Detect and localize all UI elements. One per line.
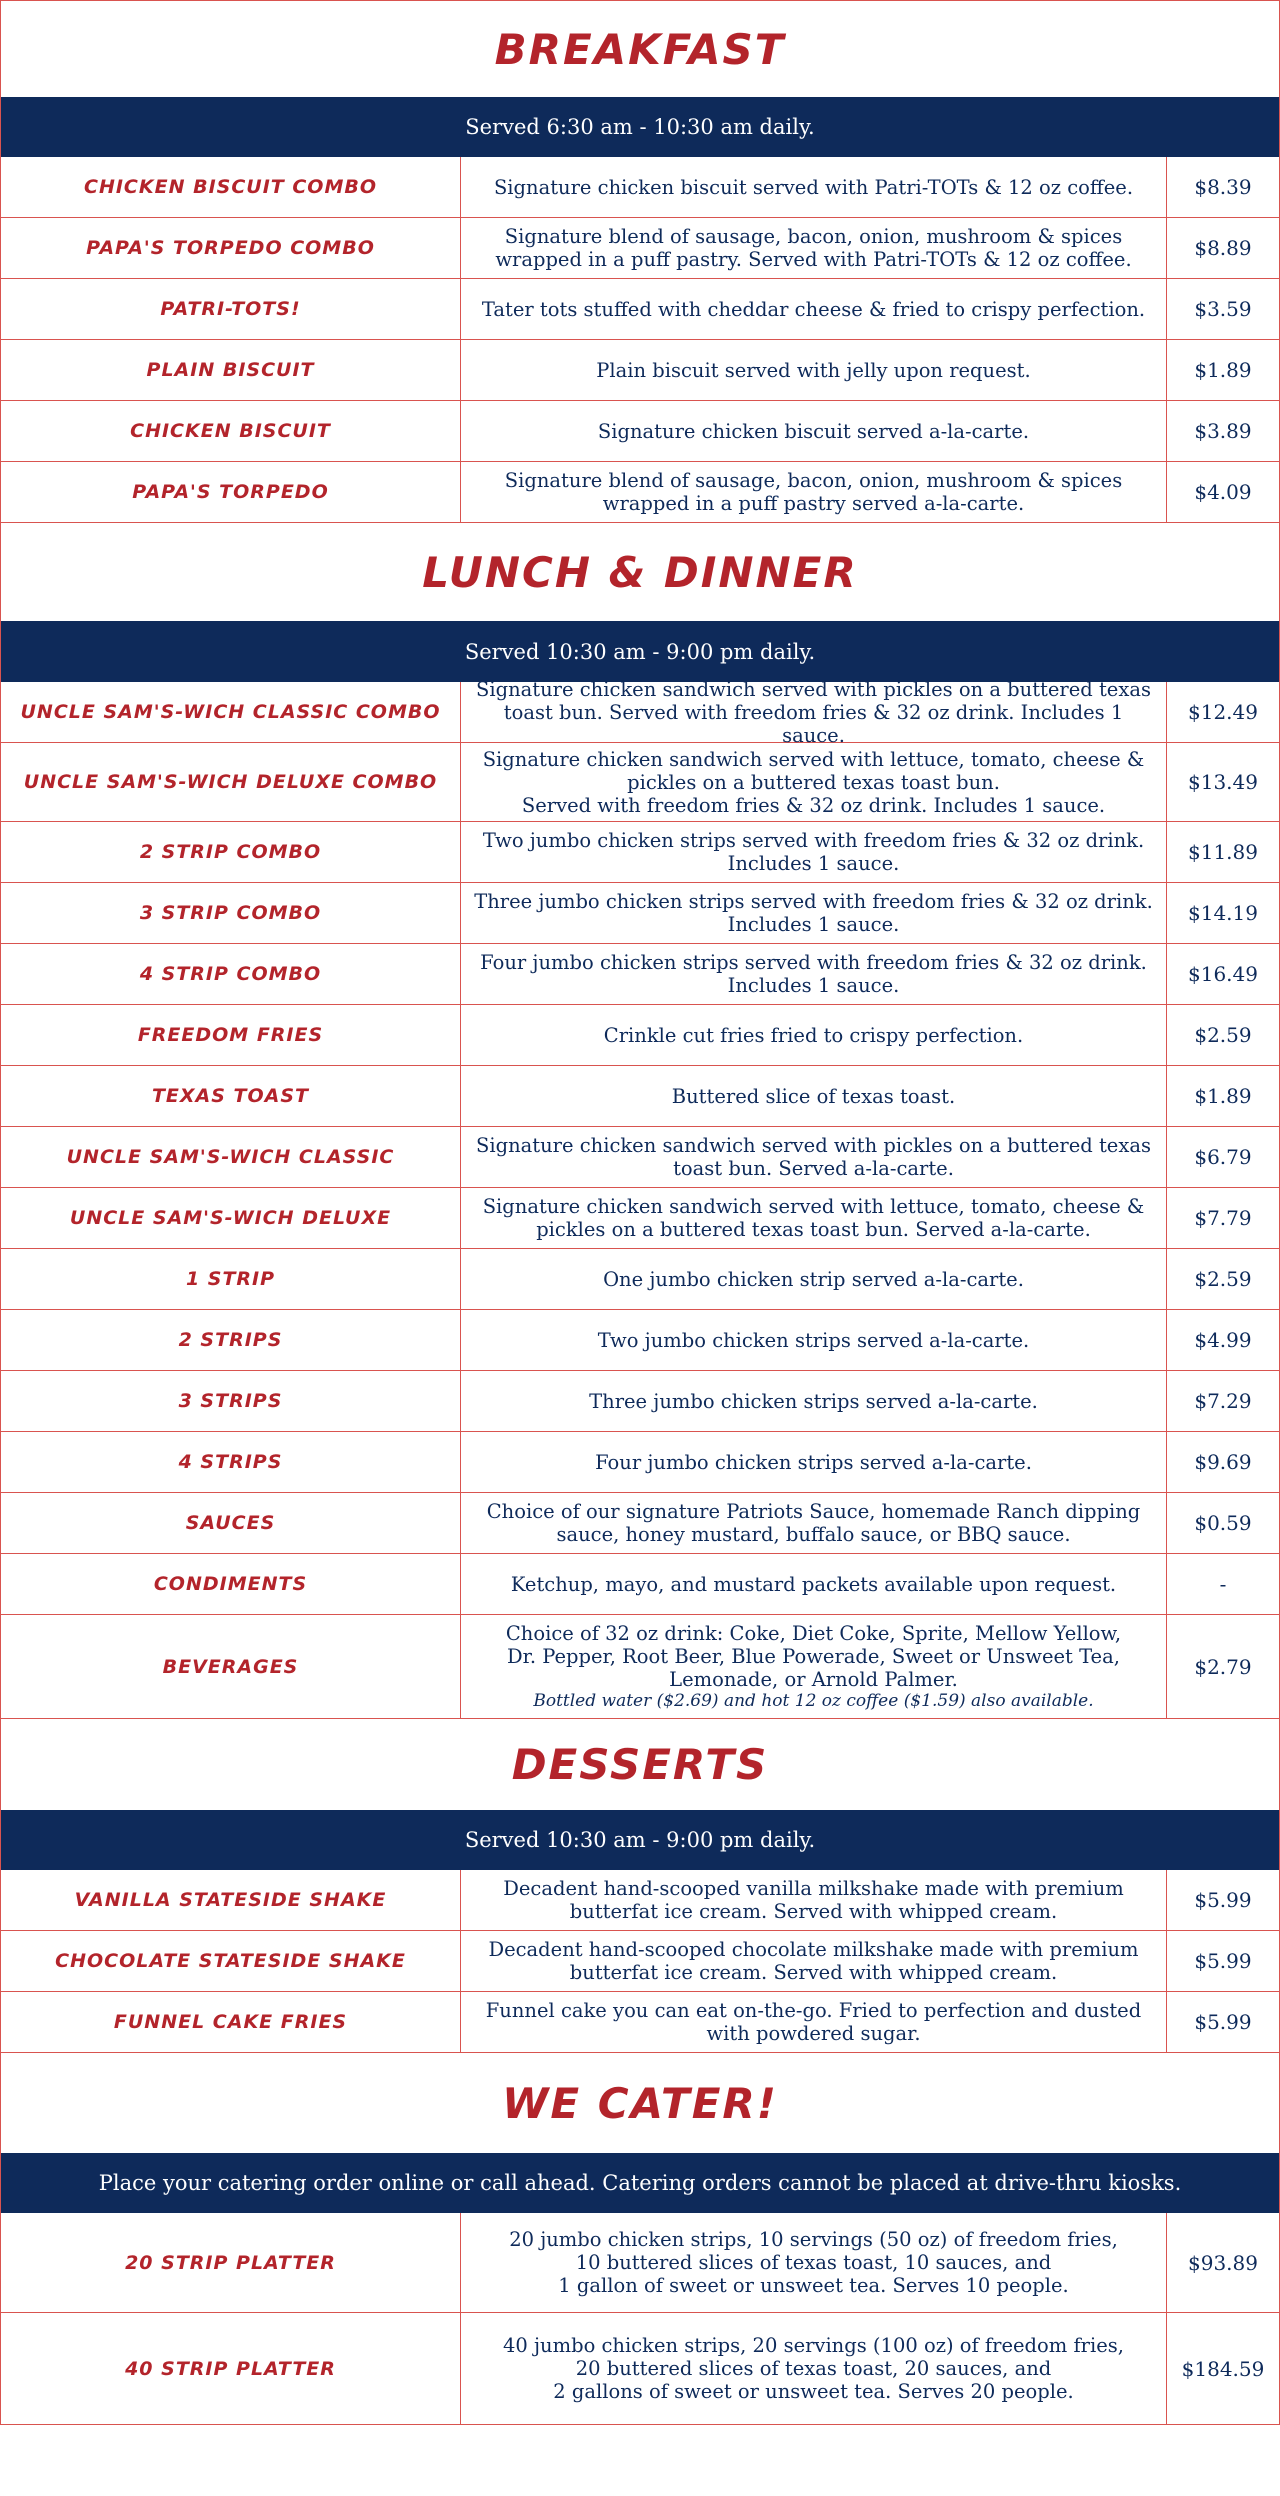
- menu-row: [1, 743, 1279, 822]
- item-price: $2.79: [1194, 1654, 1252, 1679]
- item-price: $6.79: [1194, 1145, 1252, 1169]
- item-name: FUNNEL CAKE FRIES: [1, 1992, 461, 2052]
- menu-row: [1, 1310, 1279, 1371]
- section-banner-desserts: Served 10:30 am - 9:00 pm daily.: [1, 1810, 1279, 1870]
- item-price: $13.49: [1188, 770, 1258, 794]
- item-price: $1.89: [1194, 358, 1252, 382]
- item-name: CHICKEN BISCUIT: [1, 401, 461, 461]
- item-description: Two jumbo chicken strips served a-la-carte.: [461, 1310, 1167, 1370]
- item-name: VANILLA STATESIDE SHAKE: [1, 1870, 461, 1930]
- item-description: Signature chicken biscuit served a-la-carte.: [461, 401, 1167, 461]
- section-banner-catering: Place your catering order online or call ahead. Catering orders cannot be placed at drive-thru kiosks.: [1, 2153, 1279, 2213]
- item-price: $93.89: [1188, 2250, 1258, 2275]
- menu-row: [1, 1992, 1279, 2053]
- menu-row: [1, 1005, 1279, 1066]
- item-name: CHICKEN BISCUIT COMBO: [1, 157, 461, 217]
- item-description: Tater tots stuffed with cheddar cheese & fried to crispy perfection.: [461, 279, 1167, 339]
- menu-row: [1, 462, 1279, 523]
- section-title-lunch-dinner: LUNCH & DINNER: [422, 547, 858, 597]
- item-price: $1.89: [1194, 1084, 1252, 1108]
- item-price: $11.89: [1188, 840, 1258, 864]
- item-name: 40 STRIP PLATTER: [1, 2313, 461, 2424]
- item-name: SAUCES: [1, 1493, 461, 1553]
- menu-row: [1, 1371, 1279, 1432]
- menu-row: [1, 157, 1279, 218]
- item-name: PAPA'S TORPEDO COMBO: [1, 218, 461, 278]
- item-name: BEVERAGES: [1, 1615, 461, 1718]
- item-price: $5.99: [1194, 1888, 1252, 1912]
- item-name: 2 STRIP COMBO: [1, 822, 461, 882]
- item-description: Signature chicken sandwich served with pickles on a buttered texas toast bun. Served a-la-carte.: [461, 1127, 1167, 1187]
- item-price: $2.59: [1194, 1267, 1252, 1291]
- menu-row: [1, 279, 1279, 340]
- item-name: 4 STRIP COMBO: [1, 944, 461, 1004]
- menu-row: [1, 1249, 1279, 1310]
- item-name: PATRI-TOTS!: [1, 279, 461, 339]
- item-description: Decadent hand-scooped chocolate milkshake made with premium butterfat ice cream. Served with whipped cream.: [461, 1931, 1167, 1991]
- item-price: $5.99: [1194, 2010, 1252, 2034]
- menu-row: [1, 1188, 1279, 1249]
- menu-row: [1, 2313, 1279, 2425]
- item-price: $184.59: [1181, 2356, 1265, 2381]
- item-name: 3 STRIP COMBO: [1, 883, 461, 943]
- section-title-catering: WE CATER!: [502, 2078, 778, 2128]
- menu-row: [1, 401, 1279, 462]
- item-description: Two jumbo chicken strips served with freedom fries & 32 oz drink. Includes 1 sauce.: [461, 822, 1167, 882]
- menu-row: [1, 1066, 1279, 1127]
- item-description: Buttered slice of texas toast.: [461, 1066, 1167, 1126]
- menu-row: [1, 944, 1279, 1005]
- menu-row: [1, 340, 1279, 401]
- item-description: Three jumbo chicken strips served a-la-carte.: [461, 1371, 1167, 1431]
- section-title-desserts: DESSERTS: [511, 1740, 769, 1789]
- section-title-breakfast: BREAKFAST: [494, 24, 786, 74]
- item-description: Four jumbo chicken strips served with freedom fries & 32 oz drink. Includes 1 sauce.: [461, 944, 1167, 1004]
- menu-row: [1, 2213, 1279, 2313]
- item-name: FREEDOM FRIES: [1, 1005, 461, 1065]
- item-name: TEXAS TOAST: [1, 1066, 461, 1126]
- item-description: Three jumbo chicken strips served with freedom fries & 32 oz drink. Includes 1 sauce.: [461, 883, 1167, 943]
- item-name: UNCLE SAM'S-WICH CLASSIC COMBO: [1, 682, 461, 742]
- item-price: $8.39: [1194, 175, 1252, 199]
- item-name: 20 STRIP PLATTER: [1, 2213, 461, 2312]
- item-price: $4.99: [1194, 1328, 1252, 1352]
- item-description: Signature blend of sausage, bacon, onion, mushroom & spices wrapped in a puff pastry. Served with Patri-TOTs & 12 oz coffee.: [461, 218, 1167, 278]
- item-description: Four jumbo chicken strips served a-la-carte.: [461, 1432, 1167, 1492]
- item-name: UNCLE SAM'S-WICH DELUXE COMBO: [1, 743, 461, 821]
- item-description: 20 jumbo chicken strips, 10 servings (50 oz) of freedom fries, 10 buttered slices of texas toast, 10 sauces, and 1 gallon of sweet or unsweet tea. Serves 10 people.: [461, 2213, 1167, 2312]
- item-price: $16.49: [1188, 962, 1258, 986]
- item-description: Signature chicken sandwich served with pickles on a buttered texas toast bun. Served with freedom fries & 32 oz drink. Includes 1 sauce.: [461, 682, 1167, 742]
- menu-row: [1, 1554, 1279, 1615]
- item-description: Funnel cake you can eat on-the-go. Fried to perfection and dusted with powdered sugar.: [461, 1992, 1167, 2052]
- menu-row: [1, 1127, 1279, 1188]
- item-description: Choice of our signature Patriots Sauce, homemade Ranch dipping sauce, honey mustard, buffalo sauce, or BBQ sauce.: [461, 1493, 1167, 1553]
- item-name: UNCLE SAM'S-WICH CLASSIC: [1, 1127, 461, 1187]
- item-price: $4.09: [1194, 480, 1252, 504]
- item-description: Signature chicken biscuit served with Patri-TOTs & 12 oz coffee.: [461, 157, 1167, 217]
- item-description: Ketchup, mayo, and mustard packets available upon request.: [461, 1554, 1167, 1614]
- item-name: PLAIN BISCUIT: [1, 340, 461, 400]
- item-name: 4 STRIPS: [1, 1432, 461, 1492]
- menu-row: [1, 822, 1279, 883]
- item-description: Choice of 32 oz drink: Coke, Diet Coke, Sprite, Mellow Yellow, Dr. Pepper, Root Beer, Blue Powerade, Sweet or Unsweet Tea, Lemonade, or Arnold Palmer. Bottled water ($2.69) and hot 12 oz coffee ($1.59) also available.: [461, 1615, 1167, 1718]
- item-price: $2.59: [1194, 1023, 1252, 1047]
- item-description: Signature chicken sandwich served with lettuce, tomato, cheese & pickles on a buttered texas toast bun. Served a-la-carte.: [461, 1188, 1167, 1248]
- item-name: CONDIMENTS: [1, 1554, 461, 1614]
- item-description: Signature blend of sausage, bacon, onion, mushroom & spices wrapped in a puff pastry served a-la-carte.: [461, 462, 1167, 522]
- menu-row: [1, 218, 1279, 279]
- section-banner-breakfast: Served 6:30 am - 10:30 am daily.: [1, 97, 1279, 157]
- item-description: One jumbo chicken strip served a-la-carte.: [461, 1249, 1167, 1309]
- item-price: -: [1219, 1572, 1227, 1596]
- item-price: $0.59: [1194, 1511, 1252, 1535]
- item-price: $3.89: [1194, 419, 1252, 443]
- item-price: $12.49: [1188, 700, 1258, 724]
- menu-row: [1, 1432, 1279, 1493]
- item-price: $9.69: [1194, 1450, 1252, 1474]
- section-banner-lunch-dinner: Served 10:30 am - 9:00 pm daily.: [1, 621, 1279, 682]
- item-price: $7.79: [1194, 1206, 1252, 1230]
- item-price: $7.29: [1194, 1389, 1252, 1413]
- item-name: 2 STRIPS: [1, 1310, 461, 1370]
- menu-row: [1, 677, 1279, 747]
- item-description: Decadent hand-scooped vanilla milkshake made with premium butterfat ice cream. Served with whipped cream.: [461, 1870, 1167, 1930]
- menu-row: [1, 1615, 1279, 1719]
- item-name: PAPA'S TORPEDO: [1, 462, 461, 522]
- item-description: 40 jumbo chicken strips, 20 servings (100 oz) of freedom fries, 20 buttered slices of texas toast, 20 sauces, and 2 gallons of sweet or unsweet tea. Serves 20 people.: [461, 2313, 1167, 2424]
- item-name: 1 STRIP: [1, 1249, 461, 1309]
- item-price: $14.19: [1188, 901, 1258, 925]
- item-price: $3.59: [1194, 297, 1252, 321]
- item-price: $5.99: [1194, 1949, 1252, 1973]
- item-name: UNCLE SAM'S-WICH DELUXE: [1, 1188, 461, 1248]
- item-name: 3 STRIPS: [1, 1371, 461, 1431]
- item-description: Signature chicken sandwich served with lettuce, tomato, cheese & pickles on a buttered texas toast bun. Served with freedom fries & 32 oz drink. Includes 1 sauce.: [461, 743, 1167, 821]
- menu-row: [1, 1870, 1279, 1931]
- item-description: Crinkle cut fries fried to crispy perfection.: [461, 1005, 1167, 1065]
- menu-row: [1, 1493, 1279, 1554]
- menu-row: [1, 1931, 1279, 1992]
- item-description: Plain biscuit served with jelly upon request.: [461, 340, 1167, 400]
- item-name: CHOCOLATE STATESIDE SHAKE: [1, 1931, 461, 1991]
- item-price: $8.89: [1194, 236, 1252, 260]
- menu-row: [1, 883, 1279, 944]
